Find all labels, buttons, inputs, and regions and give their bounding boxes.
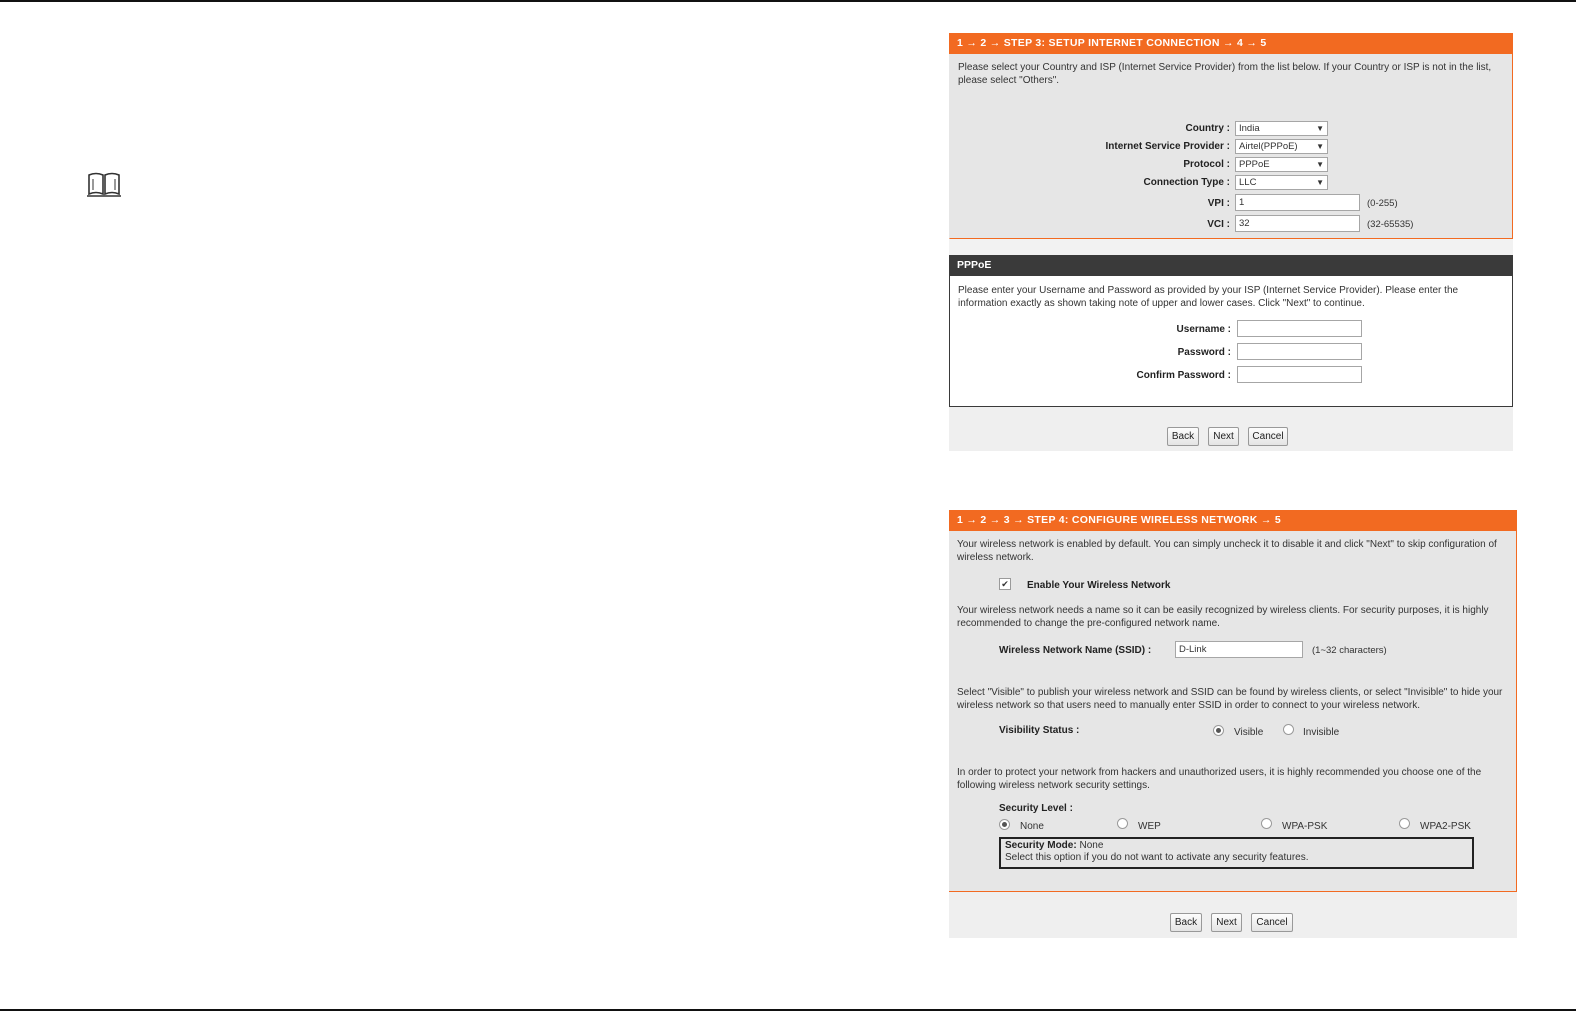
cancel-button[interactable]: Cancel (1248, 427, 1288, 446)
confirm-password-label: Confirm Password : (1136, 370, 1231, 381)
visibility-status-label: Visibility Status : (999, 725, 1080, 736)
security-wep-label: WEP (1138, 821, 1161, 832)
chevron-down-icon: ▼ (1316, 124, 1324, 133)
back-button[interactable]: Back (1167, 427, 1199, 446)
security-mode-value: None (1079, 840, 1104, 851)
security-wep-radio[interactable] (1117, 818, 1128, 829)
back-button[interactable]: Back (1170, 913, 1202, 932)
open-book-icon (86, 170, 122, 198)
isp-select-value: Airtel(PPPoE) (1239, 141, 1298, 152)
bottom-rule (0, 1009, 1576, 1011)
protocol-select-value: PPPoE (1239, 159, 1270, 170)
invisible-label: Invisible (1303, 727, 1340, 738)
ssid-hint: (1~32 characters) (1312, 645, 1387, 656)
security-wpa2-psk-radio[interactable] (1399, 818, 1410, 829)
username-label: Username : (1176, 324, 1231, 335)
vpi-label: VPI : (1207, 198, 1230, 209)
username-input[interactable] (1237, 320, 1362, 337)
step3-button-bar (949, 407, 1513, 451)
step3-panel (949, 33, 1513, 451)
ssid-label: Wireless Network Name (SSID) : (999, 645, 1152, 656)
chevron-down-icon: ▼ (1316, 160, 1324, 169)
pppoe-description: Please enter your Username and Password as provided by your ISP (Internet Service Provider). Please enter the information exactly as shown taking note of upper and lower cases. Click "Next" to continue. (958, 285, 1459, 309)
security-none-label: None (1020, 821, 1044, 832)
next-button[interactable]: Next (1211, 913, 1242, 932)
security-wpa-psk-radio[interactable] (1261, 818, 1272, 829)
isp-label: Internet Service Provider : (1105, 141, 1230, 152)
network-name-description: Your wireless network needs a name so it can be easily recognized by wireless clients. For security purposes, it is highly recommended to change the pre-configured network name. (957, 605, 1489, 629)
enable-wireless-label: Enable Your Wireless Network (1027, 580, 1171, 591)
country-select[interactable] (1235, 121, 1328, 136)
step4-header: 1 → 2 → 3 → STEP 4: CONFIGURE WIRELESS NETWORK → 5 (949, 510, 1517, 531)
step4-panel (949, 510, 1517, 938)
wireless-intro: Your wireless network is enabled by default. You can simply uncheck it to disable it and click "Next" to skip configuration of wireless network. (957, 539, 1497, 563)
security-mode-label: Security Mode: (1005, 840, 1077, 851)
security-description: In order to protect your network from hackers and unauthorized users, it is highly recommended you choose one of the following wireless network security settings. (957, 767, 1482, 791)
security-wpa-psk-label: WPA-PSK (1282, 821, 1328, 832)
invisible-radio[interactable] (1283, 724, 1294, 735)
country-select-value: India (1239, 123, 1260, 134)
connection-type-select[interactable] (1235, 175, 1328, 190)
security-wpa2-psk-label: WPA2-PSK (1420, 821, 1471, 832)
spacer (949, 239, 1513, 255)
visibility-description: Select "Visible" to publish your wireless network and SSID can be found by wireless clients, or select "Invisible" to hide your wireless network so that users need to manually enter SSID in order to connect to your wireless network. (957, 687, 1503, 711)
next-button[interactable]: Next (1208, 427, 1239, 446)
protocol-label: Protocol : (1183, 159, 1230, 170)
security-mode-box (999, 837, 1474, 869)
country-label: Country : (1185, 123, 1230, 134)
pppoe-form (949, 276, 1513, 407)
pppoe-header: PPPoE (949, 255, 1513, 276)
password-input[interactable] (1237, 343, 1362, 360)
protocol-select[interactable] (1235, 157, 1328, 172)
step3-description: Please select your Country and ISP (Internet Service Provider) from the list below. If your Country or ISP is not in the list, please select "Others". (958, 62, 1492, 86)
step4-form (949, 531, 1517, 892)
vci-label: VCI : (1207, 219, 1230, 230)
chevron-down-icon: ▼ (1316, 178, 1324, 187)
vci-input[interactable]: 32 (1235, 215, 1360, 232)
step4-button-bar (949, 892, 1517, 938)
vci-hint: (32-65535) (1367, 219, 1414, 230)
visible-label: Visible (1234, 727, 1264, 738)
isp-select[interactable] (1235, 139, 1328, 154)
confirm-password-input[interactable] (1237, 366, 1362, 383)
ssid-input[interactable]: D-Link (1175, 641, 1303, 658)
top-rule (0, 0, 1576, 2)
connection-type-select-value: LLC (1239, 177, 1257, 188)
chevron-down-icon: ▼ (1316, 142, 1324, 151)
vpi-input[interactable]: 1 (1235, 194, 1360, 211)
connection-type-label: Connection Type : (1143, 177, 1230, 188)
step3-form (949, 54, 1513, 239)
step3-header: 1 → 2 → STEP 3: SETUP INTERNET CONNECTION → 4 → 5 (949, 33, 1513, 54)
security-level-label: Security Level : (999, 803, 1073, 814)
security-mode-description: Select this option if you do not want to activate any security features. (1005, 852, 1309, 863)
password-label: Password : (1177, 347, 1231, 358)
enable-wireless-checkbox[interactable]: ✔ (999, 578, 1011, 590)
vpi-hint: (0-255) (1367, 198, 1398, 209)
security-none-radio[interactable] (999, 819, 1010, 830)
visible-radio[interactable] (1213, 725, 1224, 736)
cancel-button[interactable]: Cancel (1251, 913, 1293, 932)
